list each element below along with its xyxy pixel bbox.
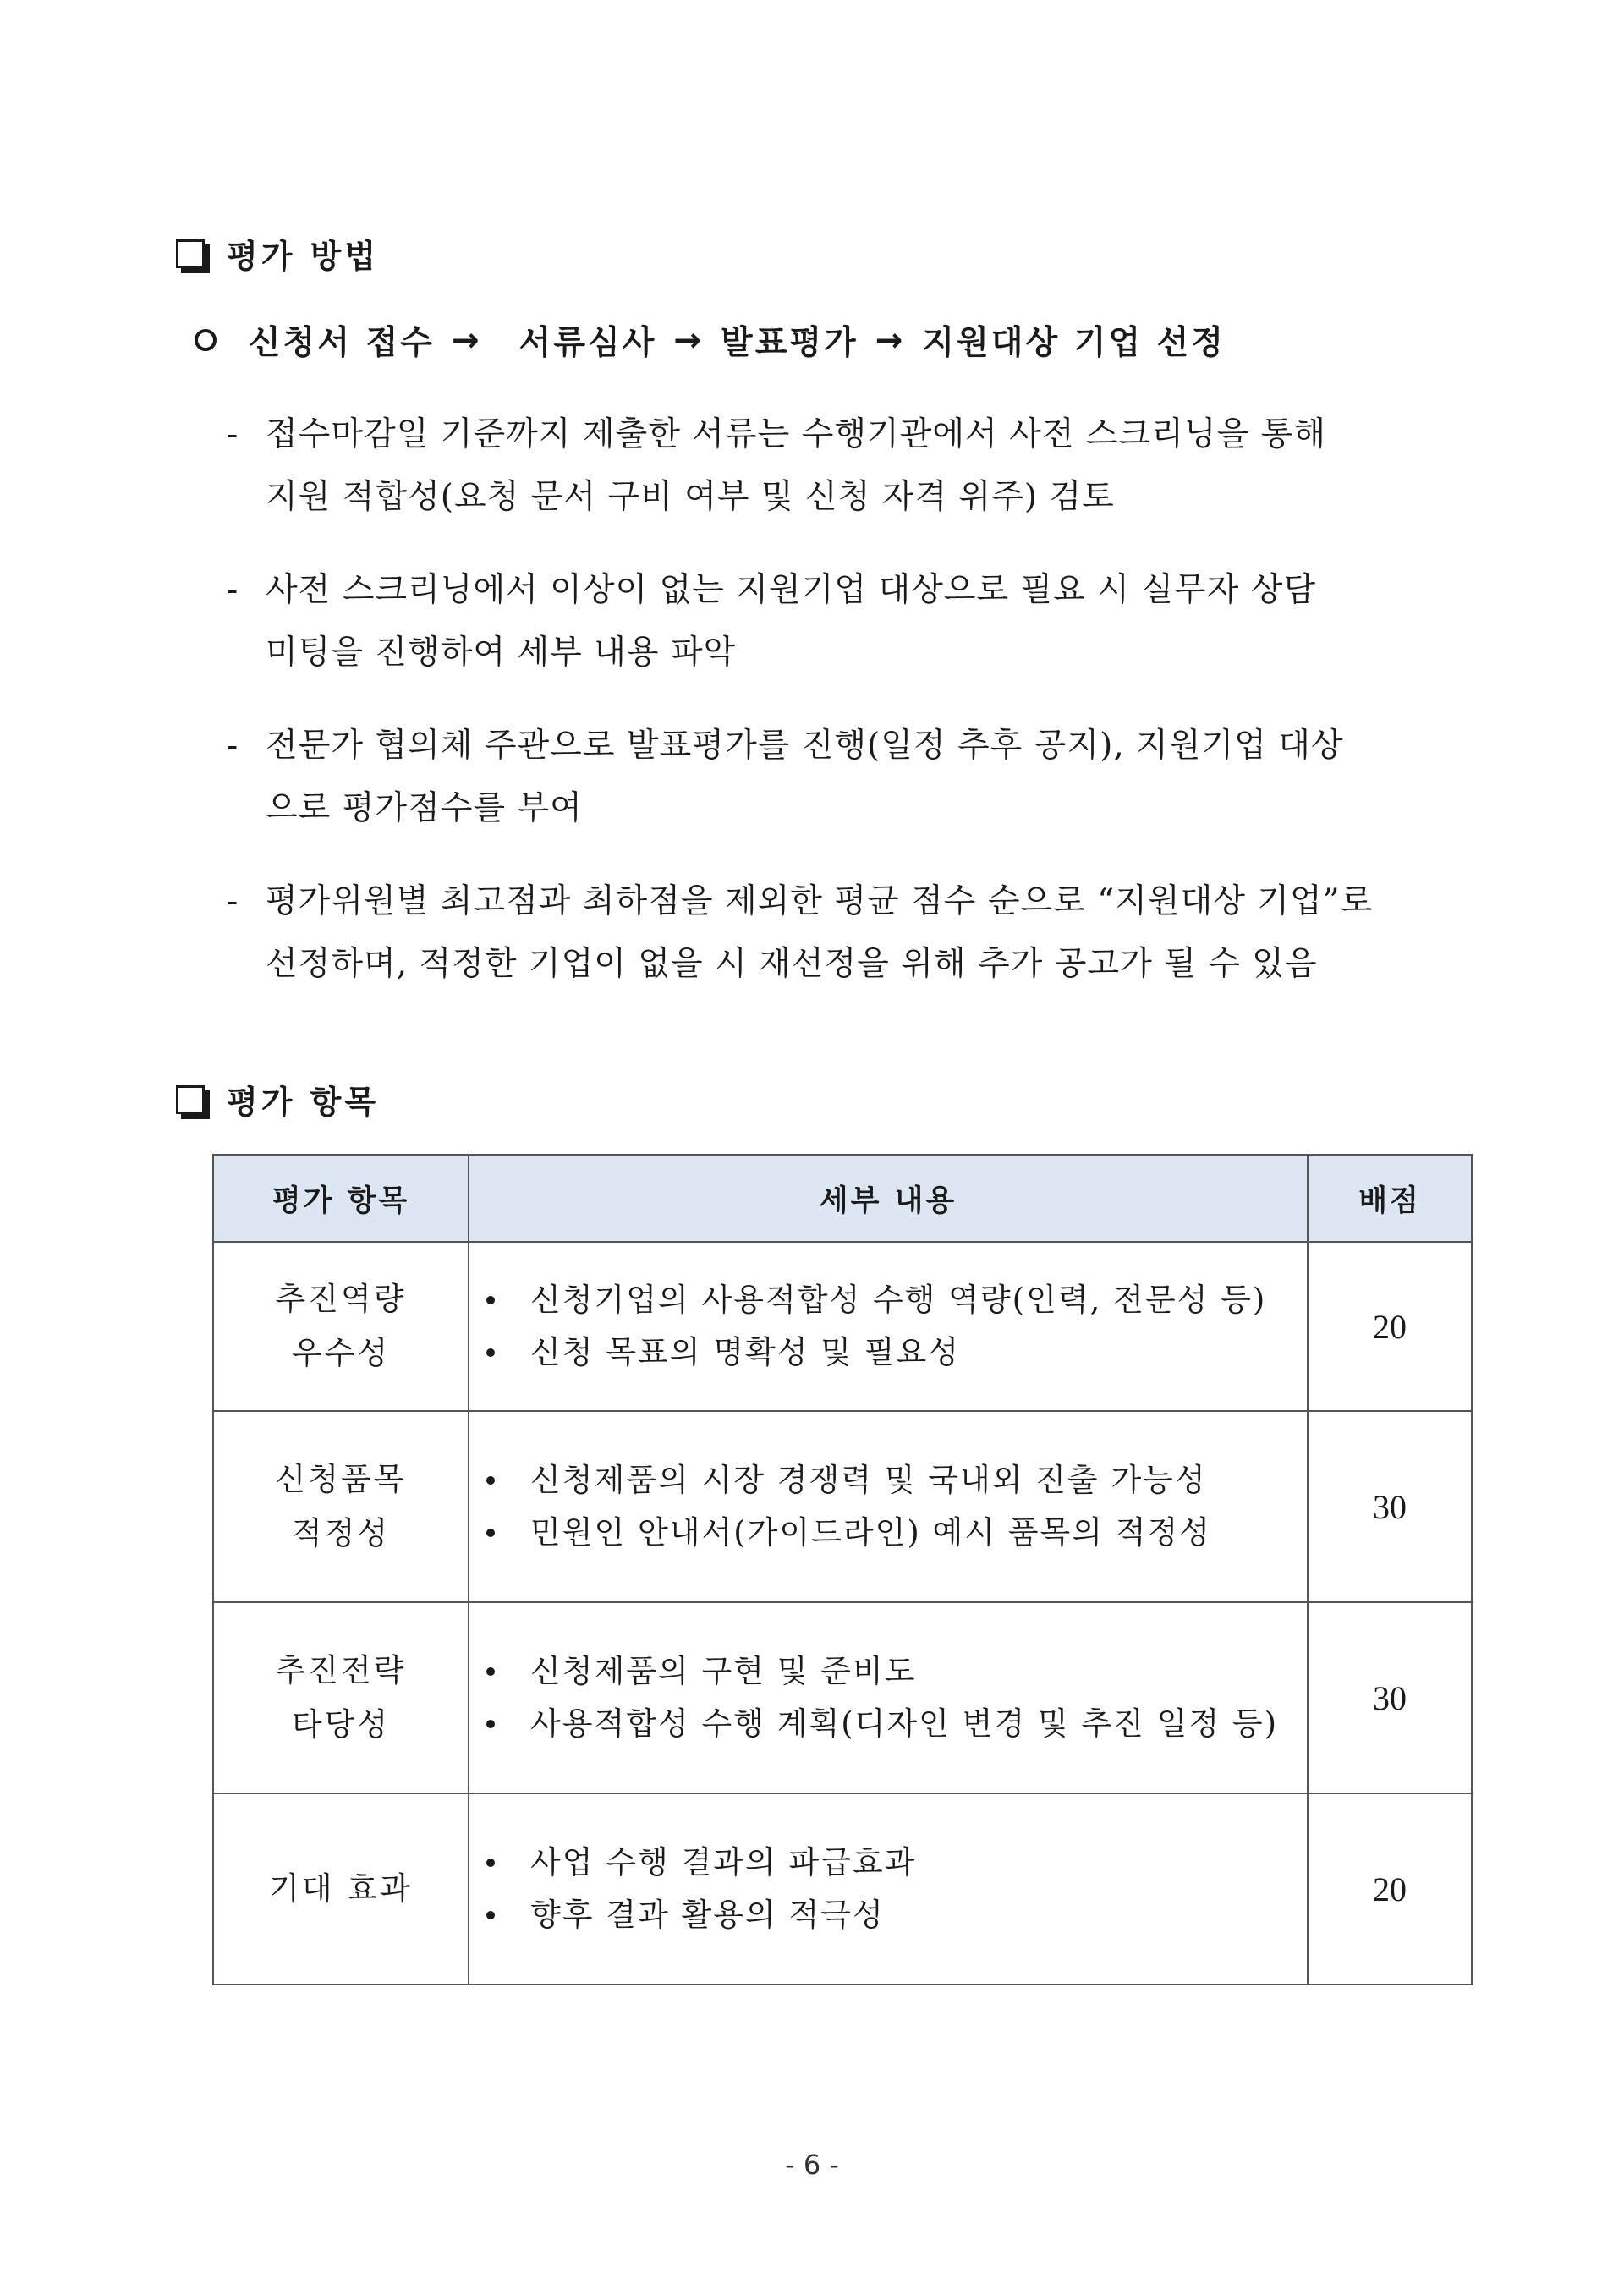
detail-text: 향후 결과 활용의 적극성 xyxy=(530,1897,885,1933)
bullet-icon xyxy=(486,1348,495,1357)
section-heading-evaluation-method xyxy=(176,230,379,277)
section-heading-evaluation-items xyxy=(176,1076,379,1123)
list-item xyxy=(486,1837,1306,1889)
flow-step: 발표평가 xyxy=(721,324,859,362)
detail-line: 평가위원별 최고점과 최하점을 제외한 평균 점수 순으로 “지원대상 기업”로 xyxy=(266,882,1374,920)
item-cell xyxy=(213,1242,469,1411)
dash-mark: - xyxy=(227,882,239,920)
table-header-row xyxy=(213,1155,1472,1242)
arrow-icon: → xyxy=(451,321,482,360)
item-label: 우수성 xyxy=(291,1335,391,1371)
detail-line: 전문가 협의체 주관으로 발표평가를 진행(일정 추후 공지), 지원기업 대상 xyxy=(266,727,1344,765)
table-row xyxy=(213,1602,1472,1793)
detail-line: 지원 적합성(요청 문서 구비 여부 및 신청 자격 위주) 검토 xyxy=(266,478,1115,516)
table-row xyxy=(213,1242,1472,1411)
detail-line: 으로 평가점수를 부여 xyxy=(266,789,583,827)
bullet-icon xyxy=(486,1296,495,1304)
detail-line: 미팅을 진행하여 세부 내용 파악 xyxy=(266,634,737,672)
header-details: 세부 내용 xyxy=(469,1155,1308,1242)
detail-line: 선정하며, 적정한 기업이 없을 시 재선정을 위해 추가 공고가 될 수 있음 xyxy=(266,945,1318,983)
section-title: 평가 방법 xyxy=(227,238,380,275)
list-item xyxy=(486,1698,1306,1750)
item-label: 기대 효과 xyxy=(269,1870,413,1907)
evaluation-table xyxy=(212,1154,1473,1985)
detail-cell xyxy=(469,1793,1308,1985)
bullet-icon xyxy=(486,1476,495,1485)
arrow-icon: → xyxy=(875,321,906,360)
table-row xyxy=(213,1411,1472,1602)
detail-text: 민원인 안내서(가이드라인) 예시 품목의 적정성 xyxy=(530,1514,1212,1551)
detail-cell xyxy=(469,1242,1308,1411)
score-cell: 30 xyxy=(1308,1411,1472,1602)
detail-item xyxy=(227,715,1472,840)
detail-cell xyxy=(469,1602,1308,1793)
detail-text: 신청제품의 시장 경쟁력 및 국내외 진출 가능성 xyxy=(530,1462,1207,1498)
item-label: 적정성 xyxy=(291,1515,391,1551)
detail-text: 신청제품의 구현 및 준비도 xyxy=(530,1653,917,1689)
bullet-icon xyxy=(486,1859,495,1867)
score-cell: 30 xyxy=(1308,1602,1472,1793)
circle-bullet-icon xyxy=(195,329,217,351)
section-title: 평가 항목 xyxy=(227,1084,380,1121)
header-item: 평가 항목 xyxy=(213,1155,469,1242)
detail-cell xyxy=(469,1411,1308,1602)
page-number: - 6 - xyxy=(785,2149,839,2181)
item-label: 추진역량 xyxy=(275,1281,407,1317)
list-item xyxy=(486,1645,1306,1698)
item-label: 추진전략 xyxy=(275,1652,407,1688)
score-cell: 20 xyxy=(1308,1242,1472,1411)
arrow-icon: → xyxy=(673,321,705,360)
detail-text: 사업 수행 결과의 파급효과 xyxy=(530,1844,917,1880)
list-item xyxy=(486,1507,1306,1559)
flow-step: 지원대상 기업 선정 xyxy=(922,324,1226,362)
item-label: 신청품목 xyxy=(275,1461,407,1497)
detail-line: 접수마감일 기준까지 제출한 서류는 수행기관에서 사전 스크리닝을 통해 xyxy=(266,415,1326,453)
process-flow xyxy=(195,316,1231,364)
dash-mark: - xyxy=(227,415,239,453)
flow-step: 서류심사 xyxy=(518,324,657,362)
score-cell: 20 xyxy=(1308,1793,1472,1985)
item-cell xyxy=(213,1793,469,1985)
header-score: 배점 xyxy=(1308,1155,1472,1242)
bullet-icon xyxy=(486,1529,495,1537)
list-item xyxy=(486,1889,1306,1941)
detail-item xyxy=(227,559,1472,684)
dash-mark: - xyxy=(227,571,239,609)
bullet-icon xyxy=(486,1911,495,1919)
item-cell xyxy=(213,1602,469,1793)
list-item xyxy=(486,1454,1306,1507)
item-label: 타당성 xyxy=(291,1706,391,1743)
dash-mark: - xyxy=(227,727,239,765)
list-item xyxy=(486,1274,1306,1326)
detail-text: 신청 목표의 명확성 및 필요성 xyxy=(530,1334,960,1370)
checkbox-icon xyxy=(176,1085,205,1114)
item-cell xyxy=(213,1411,469,1602)
detail-item xyxy=(227,870,1472,996)
list-item xyxy=(486,1326,1306,1379)
table-row xyxy=(213,1793,1472,1985)
detail-line: 사전 스크리닝에서 이상이 없는 지원기업 대상으로 필요 시 실무자 상담 xyxy=(266,571,1317,609)
flow-step: 신청서 접수 xyxy=(249,324,435,362)
detail-item xyxy=(227,404,1472,529)
detail-text: 사용적합성 수행 계획(디자인 변경 및 추진 일정 등) xyxy=(530,1705,1279,1742)
bullet-icon xyxy=(486,1667,495,1676)
bullet-icon xyxy=(486,1720,495,1728)
detail-text: 신청기업의 사용적합성 수행 역량(인력, 전문성 등) xyxy=(530,1282,1267,1318)
checkbox-icon xyxy=(176,239,205,268)
